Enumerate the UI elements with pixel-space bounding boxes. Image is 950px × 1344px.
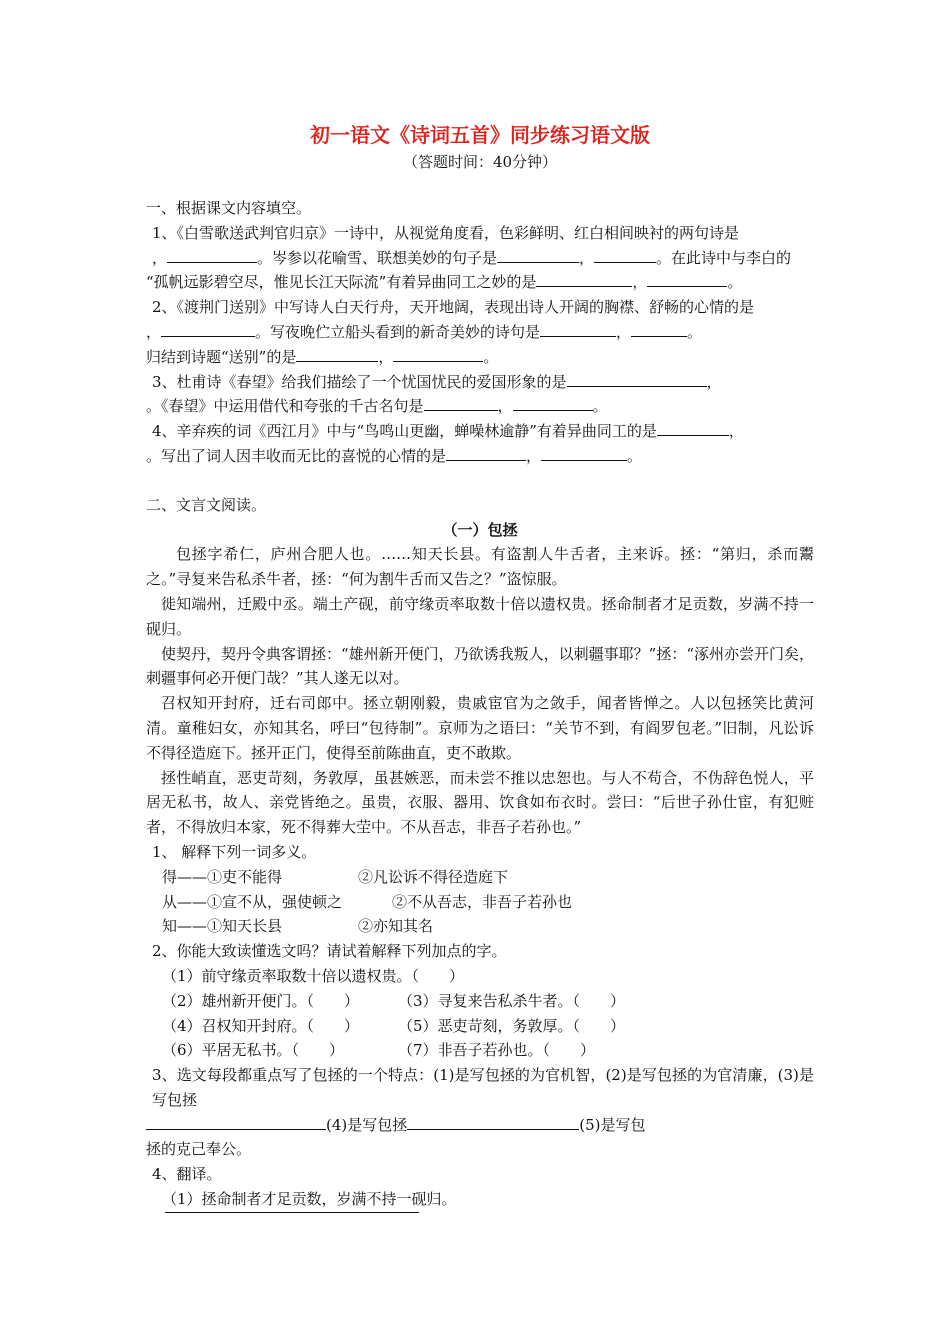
passage-paragraph-2: 徙知端州，迁殿中丞。端土产砚，前守缘贡率取数十倍以遗权贵。拯命制者才足贡数，岁满不持一砚归。 (146, 594, 814, 638)
question-3-end: 拯的克己奉公。 (146, 1140, 252, 1159)
answer-blank[interactable] (647, 270, 727, 287)
passage-paragraph-4: 召权知开封府，迁右司郎中。拯立朝刚毅，贵戚宦官为之敛手，闻者皆惮之。人以包拯笑比黄河清。童稚妇女，亦知其名，呼曰“包待制”。京师为之语曰：“关节不到，有阎罗包老。”旧制，凡讼诉不得径造庭下。拯开正门，使得至前陈曲直，吏不敢欺。 (146, 694, 814, 762)
q3-line-b: 。《春望》中运用借代和夸张的千古名句是 ， 。 (146, 394, 814, 419)
answer-blank[interactable] (567, 370, 707, 387)
page-subtitle: （答题时间：40分钟） (402, 153, 558, 171)
question-2-heading: 2、你能大致读懂选文吗？请试着解释下列加点的字。 (152, 942, 507, 961)
answer-blank[interactable] (446, 444, 526, 461)
answer-blank[interactable] (540, 320, 616, 337)
answer-blank[interactable] (657, 419, 729, 436)
answer-blank[interactable] (631, 320, 687, 337)
answer-blank[interactable] (167, 246, 257, 263)
answer-blank[interactable] (541, 444, 627, 461)
answer-blank[interactable] (161, 320, 255, 337)
polysemy-row: 知——①知天长县 ②亦知其名 (162, 917, 434, 936)
answer-blank[interactable] (424, 394, 498, 411)
page-title: 初一语文《诗词五首》同步练习语文版 (310, 123, 650, 147)
passage-paragraph-3: 使契丹，契丹令典客谓拯：“雄州新开便门，乃欲诱我叛人，以刺疆事耶？”拯：“涿州亦尝开门矣，刺疆事何必开便门哉？”其人遂无以对。 (146, 644, 815, 688)
answer-blank[interactable] (594, 246, 656, 263)
dotted-word-row: （2）雄州新开便门。（ ） （3）寻复来告私杀牛者。（ ） (162, 991, 626, 1010)
dotted-word-row: （6）平居无私书。（ ） （7）非吾子若孙也。（ ） (162, 1041, 596, 1060)
question-3-blanks: (4)是写包拯 (5)是写包 (146, 1113, 814, 1138)
translation-answer-line[interactable] (165, 1212, 419, 1213)
polysemy-row: 得——①吏不能得 ②凡讼诉不得径造庭下 (162, 867, 509, 886)
passage-title: （一）包拯 (442, 520, 518, 539)
q2-line-c: 归结到诗题“送别”的是 ， 。 (146, 345, 814, 370)
q1-line-a: 1、《白雪歌送武判官归京》一诗中，从视觉角度看，色彩鲜明、红白相间映衬的两句诗是 (152, 223, 740, 242)
answer-blank[interactable] (407, 1113, 579, 1130)
q1-line-c: “孤帆远影碧空尽，惟见长江天际流”有着异曲同工之妙的是 ， 。 (146, 270, 814, 295)
passage-paragraph-5: 拯性峭直，恶吏苛刻，务敦厚，虽甚嫉恶，而未尝不推以忠恕也。与人不苟合，不伪辞色悦人，平居无私书，故人、亲党皆绝之。虽贵，衣服、器用、饮食如布衣时。尝曰：“后世子孙仕宦，有犯赃者，不得放归本家，死不得葬大茔中。不从吾志，非吾子若孙也。” (146, 768, 814, 837)
section1-heading: 一、根据课文内容填空。 (146, 199, 312, 217)
q4-line-b: 。写出了词人因丰收而无比的喜悦的心情的是 ， 。 (146, 444, 814, 469)
question-3-text: 3、选文每段都重点写了包拯的一个特点：(1)是写包拯的为官机智，(2)是写包拯的为官清廉，(3)是写包拯 (152, 1066, 814, 1109)
answer-blank[interactable] (536, 270, 632, 287)
q2-line-a: 2、《渡荆门送别》中写诗人白天行舟，天开地阔，表现出诗人开阔的胸襟、舒畅的心情的是 (152, 298, 755, 317)
answer-blank[interactable] (513, 394, 593, 411)
q4-line-a: 4、辛弃疾的词《西江月》中与“鸟鸣山更幽，蝉噪林逾静”有着异曲同工的是 ， (146, 419, 814, 444)
question-4-heading: 4、翻译。 (152, 1165, 222, 1184)
answer-blank[interactable] (296, 345, 378, 362)
dotted-word-row: （4）召权知开封府。（ ） （5）恶吏苛刻，务敦厚。（ ） (162, 1016, 626, 1035)
q3-line-a: 3、杜甫诗《春望》给我们描绘了一个忧国忧民的爱国形象的是 ， (146, 370, 814, 395)
q2-line-b: ， 。写夜晚伫立船头看到的新奇美妙的诗句是 ， 。 (146, 320, 814, 345)
question-4-item-1: （1）拯命制者才足贡数，岁满不持一砚归。 (162, 1190, 457, 1209)
question-1-heading: 1、 解释下列一词多义。 (152, 842, 317, 861)
passage-paragraph-1: 包拯字希仁，庐州合肥人也。……知天长县。有盗割人牛舌者，主来诉。拯：“第归，杀而鬻之。”寻复来告私杀牛者，拯：“何为割牛舌而又告之？”盗惊服。 (146, 545, 814, 589)
answer-blank[interactable] (393, 345, 483, 362)
dotted-word-row: （1）前守缘贡率取数十倍以遗权贵。（ ） (162, 966, 465, 985)
section2-heading: 二、文言文阅读。 (146, 495, 267, 514)
answer-blank[interactable] (146, 1113, 326, 1130)
answer-blank[interactable] (497, 246, 579, 263)
q1-line-b: ， 。岑参以花喻雪、联想美妙的句子是 ， 。在此诗中与李白的 (146, 246, 814, 271)
document-page (146, 118, 814, 1212)
polysemy-row: 从——①宣不从，强使顿之 ②不从吾志，非吾子若孙也 (162, 892, 573, 911)
